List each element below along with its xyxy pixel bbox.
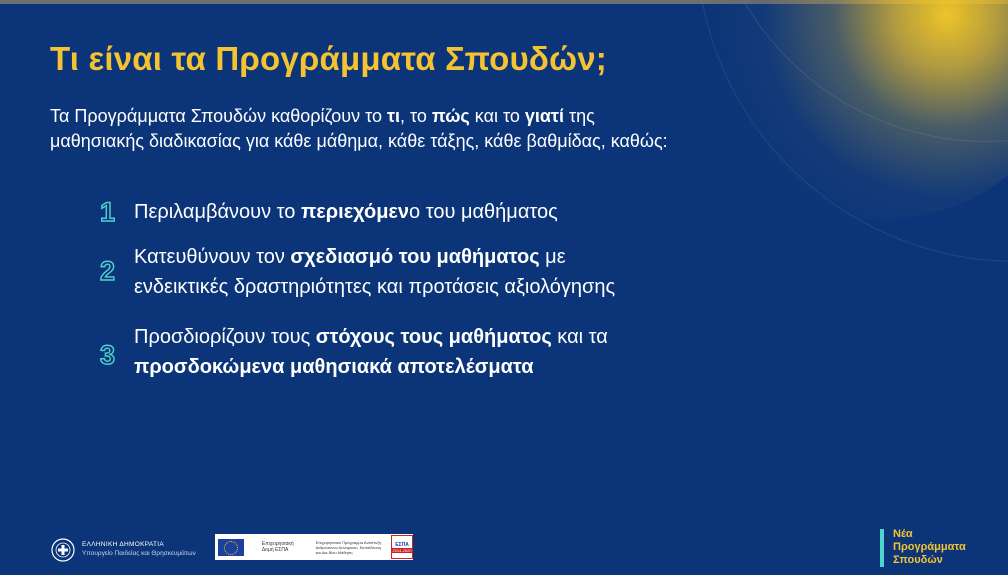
list-item xyxy=(100,322,608,382)
brand-logo-text: Νέα Προγράμματα Σπουδών xyxy=(893,528,966,566)
item-text: Περιλαμβάνουν το περιεχόμενο του μαθήματος xyxy=(134,201,558,223)
list-item xyxy=(100,242,615,302)
eu-flag-icon xyxy=(218,539,244,556)
greek-emblem-icon xyxy=(50,537,76,568)
brand-accent-bar xyxy=(880,529,884,567)
item-number: 2 xyxy=(100,256,116,286)
list-item xyxy=(100,197,558,227)
item-text: Προσδιορίζουν τους στόχους τους μαθήματος και τα προσδοκώμενα μαθησιακά αποτελέσματα xyxy=(134,326,608,378)
intro-paragraph: Τα Προγράμματα Σπουδών καθορίζουν το τι, το πώς και το γιατί της μαθησιακής διαδικασίας για κάθε μάθημα, κάθε τάξης, κάθε βαθμίδας, καθώς: xyxy=(50,106,668,151)
espa-logo-icon: ΕΣΠΑ 2014-2020 xyxy=(391,535,413,559)
item-number: 1 xyxy=(100,197,116,227)
item-number: 3 xyxy=(100,340,116,370)
item-text: Κατευθύνουν τον σχεδιασμό του μαθήματος με ενδεικτικές δραστηριότητες και προτάσεις αξιολόγησης xyxy=(134,246,616,298)
espa-funding-strip: Επιχειρησιακή Δομή ΕΣΠΑ Επιχειρησιακό Πρόγραμμα Ανάπτυξη Ανθρώπινου Δυναμικού, Εκπαίδευση και Δια Βίου Μάθηση ΕΣΠΑ 2014-2020 xyxy=(215,534,413,560)
ministry-label: ΕΛΛΗΝΙΚΗ ΔΗΜΟΚΡΑΤΙΑ Υπουργείο Παιδείας και Θρησκευμάτων xyxy=(82,541,196,557)
slide-title: Τι είναι τα Προγράμματα Σπουδών; xyxy=(50,40,607,77)
